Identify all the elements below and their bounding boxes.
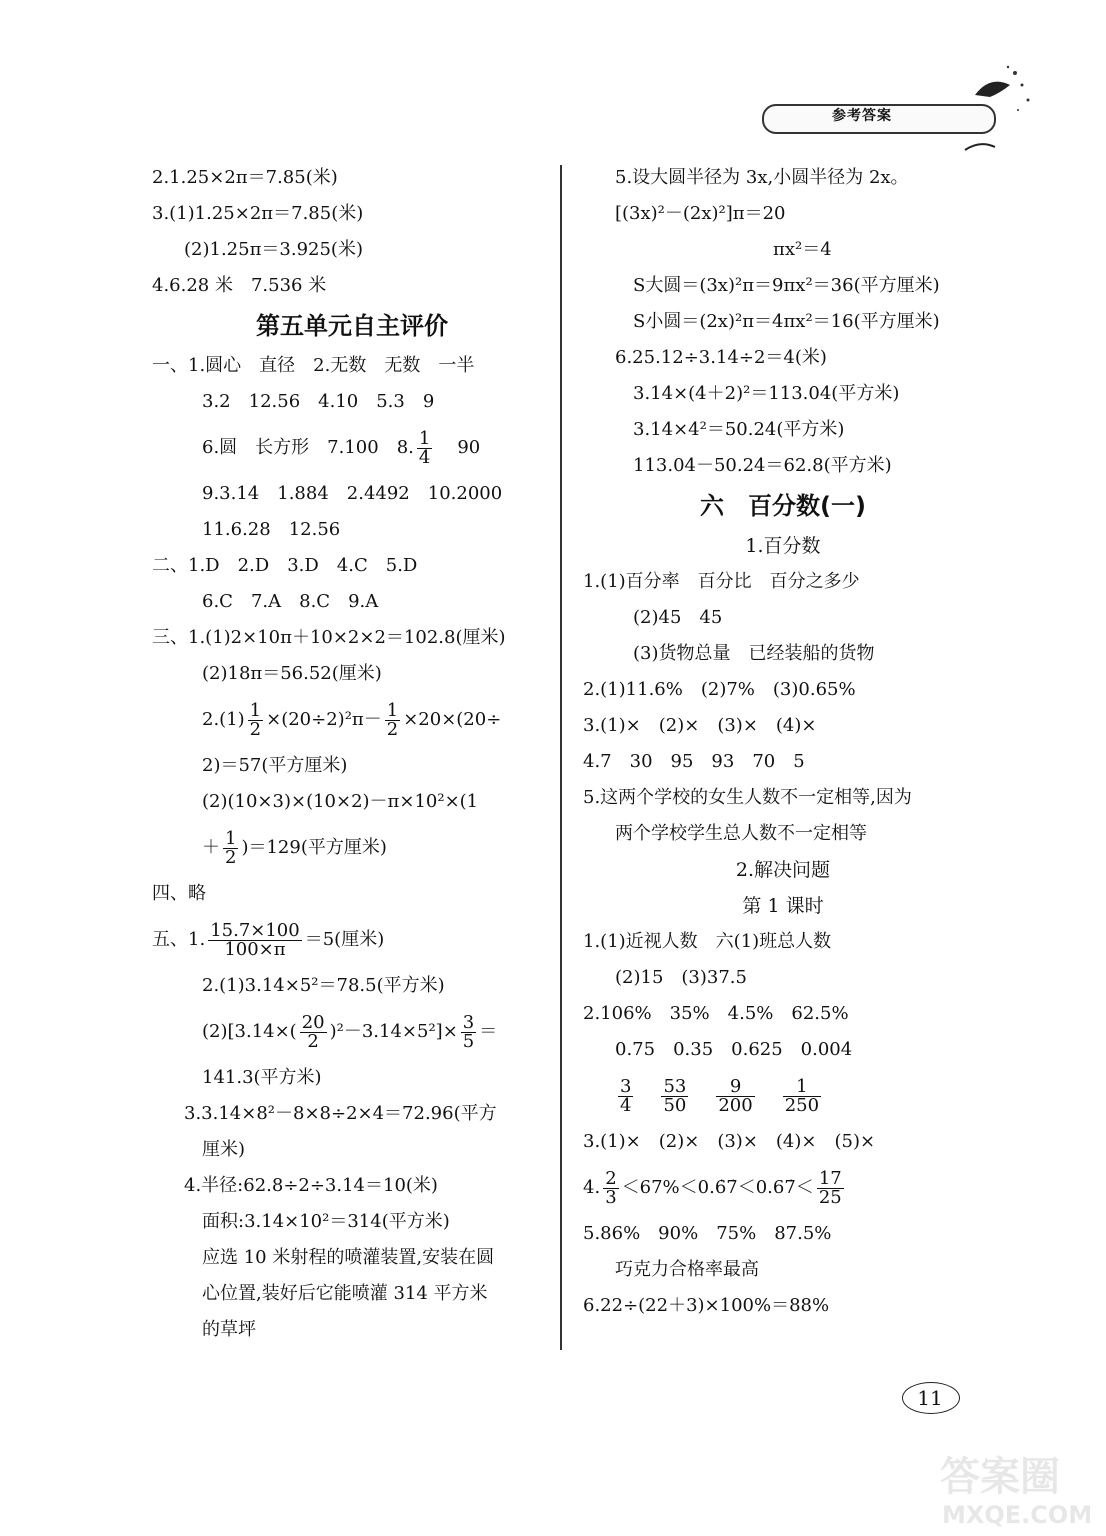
- column-divider: [560, 165, 562, 1350]
- section-heading: 六 百分数(一): [700, 492, 866, 520]
- answer-line: 4.7 30 95 93 70 5: [583, 751, 805, 772]
- page-number: [880, 1378, 980, 1418]
- answer-line: 2.(1)11.6% (2)7% (3)0.65%: [583, 679, 856, 700]
- answer-line: 巧克力合格率最高: [615, 1259, 759, 1280]
- answer-line: 二、1.D 2.D 3.D 4.C 5.D: [152, 555, 418, 576]
- text-segment: )＝129(平方厘米): [241, 837, 387, 858]
- answer-line: [(3x)²－(2x)²]π＝20: [615, 203, 786, 224]
- answer-line: 113.04－50.24＝62.8(平方米): [633, 455, 892, 476]
- answer-line: 三、1.(1)2×10π＋10×2×2＝102.8(厘米): [152, 627, 506, 648]
- fraction: $\frac{20}{2}$: [301, 1011, 325, 1052]
- answer-line: 面积:3.14×10²＝314(平方米): [202, 1211, 450, 1232]
- answer-line: 5.86% 90% 75% 87.5%: [583, 1223, 832, 1244]
- answer-line: 心位置,装好后它能喷灌 314 平方米: [202, 1283, 488, 1304]
- text-segment: 6.圆 长方形 7.100 8.: [202, 437, 414, 458]
- text-segment: (2)[3.14×(: [202, 1021, 297, 1042]
- answer-line: 2)＝57(平方厘米): [202, 755, 348, 776]
- answer-line: [152, 692, 552, 748]
- answer-line: (3)货物总量 已经装船的货物: [633, 643, 875, 664]
- answer-line: 一、1.圆心 直径 2.无数 无数 一半: [152, 355, 475, 376]
- answer-line: 3.2 12.56 4.10 5.3 9: [202, 391, 435, 412]
- answer-line: 3.14×(4＋2)²＝113.04(平方米): [633, 383, 900, 404]
- text-segment: 4.: [583, 1177, 601, 1198]
- answer-line: 3.14×4²＝50.24(平方米): [633, 419, 845, 440]
- text-segment: ＋: [202, 837, 220, 858]
- fraction: $\frac{15.7\times 100}{100\times\pi}$: [210, 919, 300, 960]
- text-segment: )²－3.14×5²]×: [329, 1021, 458, 1042]
- text-segment: 90: [457, 437, 481, 458]
- watermark-url: MXQE.COM: [942, 1501, 1093, 1529]
- subsection-heading: 第 1 课时: [742, 895, 824, 917]
- fraction: $\frac{1}{2}$: [225, 827, 237, 868]
- fraction: $\frac{2}{3}$: [605, 1167, 617, 1208]
- fraction: $\frac{17}{25}$: [818, 1167, 842, 1208]
- fraction: $\frac{9}{200}$: [718, 1075, 753, 1116]
- page-number-text: 11: [917, 1386, 943, 1410]
- fraction: $\frac{1}{4}$: [418, 427, 431, 468]
- header-banner: [762, 100, 992, 136]
- text-segment: 五、1.: [152, 929, 206, 950]
- answer-line: 应选 10 米射程的喷灌装置,安装在圆: [202, 1247, 495, 1268]
- answer-line: [152, 420, 552, 476]
- answer-line: (2)1.25π＝3.925(米): [184, 239, 363, 260]
- watermark-text: 答案圈: [940, 1454, 1060, 1500]
- subsection-heading: 1.百分数: [745, 535, 821, 557]
- answer-line: 1.(1)近视人数 六(1)班总人数: [583, 931, 832, 952]
- text-segment: ×20×(20÷: [403, 709, 502, 730]
- answer-line: 四、略: [152, 883, 206, 904]
- answer-line: 3.3.14×8²－8×8÷2×4＝72.96(平方: [184, 1103, 497, 1124]
- watermark: [930, 1445, 1100, 1530]
- answer-line: 5.这两个学校的女生人数不一定相等,因为: [583, 787, 912, 808]
- fraction: $\frac{53}{50}$: [663, 1075, 687, 1116]
- answer-line: [152, 820, 552, 876]
- answer-line: [583, 1160, 983, 1216]
- answer-line: S小圆＝(2x)²π＝4πx²＝16(平方厘米): [633, 311, 940, 332]
- answer-line: 的草坪: [202, 1319, 256, 1340]
- answer-line: 9.3.14 1.884 2.4492 10.2000: [202, 483, 503, 504]
- fraction: $\frac{1}{2}$: [249, 699, 262, 740]
- text-segment: ＜67%＜0.6̇7̇＜0.67̇＜: [621, 1177, 814, 1198]
- text-segment: 2.(1): [202, 709, 245, 730]
- answer-line: 4.6.28 米 7.536 米: [152, 275, 327, 296]
- answer-line: 11.6.28 12.56: [202, 519, 341, 540]
- answer-line: 3.(1)× (2)× (3)× (4)×: [583, 715, 817, 736]
- subsection-heading: 2.解决问题: [735, 859, 831, 881]
- answer-line: 两个学校学生总人数不一定相等: [615, 823, 867, 844]
- answer-line: 5.设大圆半径为 3x,小圆半径为 2x。: [615, 167, 909, 188]
- answer-line: 141.3(平方米): [202, 1067, 322, 1088]
- fraction: $\frac{1}{2}$: [386, 699, 399, 740]
- answer-line: πx²＝4: [773, 239, 832, 260]
- answer-line: (2)18π＝56.52(厘米): [202, 663, 382, 684]
- answer-line: 4.半径:62.8÷2÷3.14＝10(米): [184, 1175, 438, 1196]
- fraction: $\frac{3}{4}$: [620, 1075, 632, 1116]
- section-heading: 第五单元自主评价: [256, 312, 448, 340]
- left-column: [152, 160, 552, 1348]
- answer-line: 0.75 0.35 0.625 0.004: [615, 1039, 853, 1060]
- answer-line: (2)(10×3)×(10×2)－π×10²×(1: [202, 791, 479, 812]
- answer-line: 2.106% 35% 4.5% 62.5%: [583, 1003, 849, 1024]
- answer-line: [152, 912, 552, 968]
- answer-line: [583, 1068, 983, 1124]
- answer-line: 1.(1)百分率 百分比 百分之多少: [583, 571, 860, 592]
- ink-splash-icon: [960, 55, 1040, 155]
- text-segment: ＝5(厘米): [304, 929, 385, 950]
- header-title: 参考答案: [832, 108, 892, 124]
- answer-line: 2.1.25×2π＝7.85(米): [152, 167, 338, 188]
- answer-line: (2)45 45: [633, 607, 723, 628]
- right-column: [583, 160, 983, 1324]
- answer-line: 2.(1)3.14×5²＝78.5(平方米): [202, 975, 445, 996]
- answer-line: 6.C 7.A 8.C 9.A: [202, 591, 379, 612]
- answer-line: 厘米): [202, 1139, 246, 1160]
- text-segment: ＝: [479, 1021, 498, 1042]
- answer-line: [152, 1004, 552, 1060]
- answer-line: (2)15 (3)37.5: [615, 967, 747, 988]
- answer-line: 3.(1)1.25×2π＝7.85(米): [152, 203, 364, 224]
- answer-line: 6.25.12÷3.14÷2＝4(米): [615, 347, 827, 368]
- answer-line: S大圆＝(3x)²π＝9πx²＝36(平方厘米): [633, 275, 940, 296]
- answer-line: 6.22÷(22＋3)×100%＝88%: [583, 1295, 830, 1316]
- fraction: $\frac{3}{5}$: [462, 1011, 475, 1052]
- fraction: $\frac{1}{250}$: [784, 1075, 820, 1116]
- answer-line: 3.(1)× (2)× (3)× (4)× (5)×: [583, 1131, 876, 1152]
- text-segment: ×(20÷2)²π－: [266, 709, 382, 730]
